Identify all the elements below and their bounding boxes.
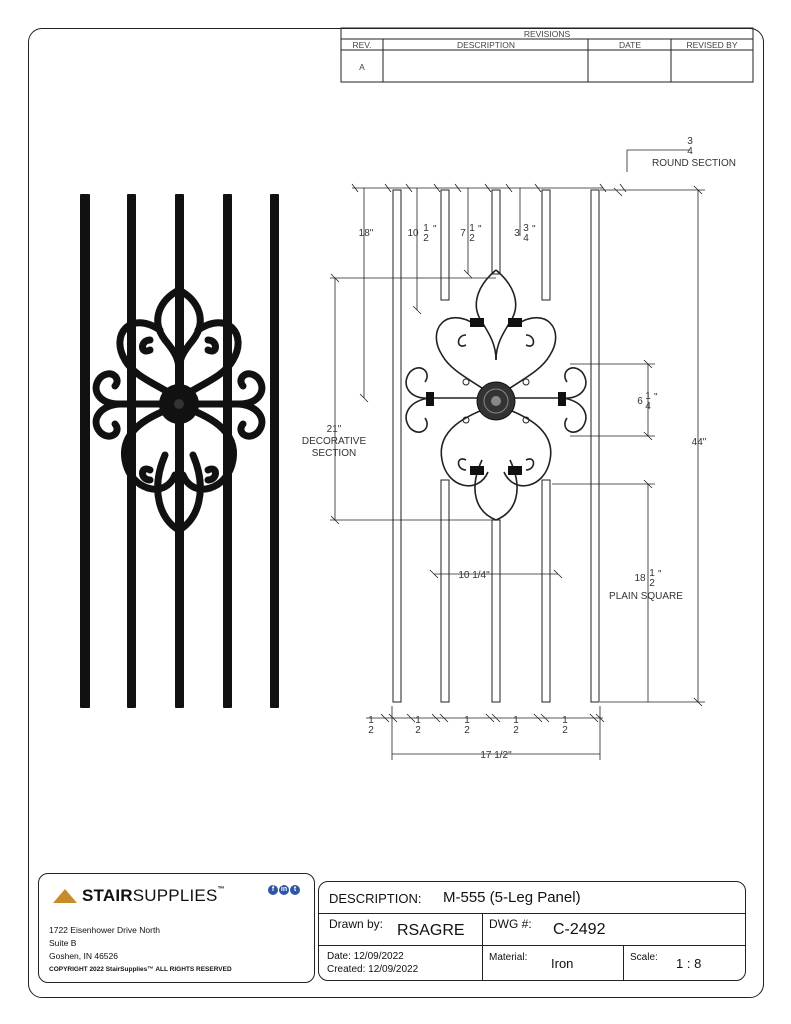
revisions-header-description: DESCRIPTION bbox=[456, 40, 516, 50]
dim-7-half-num: 1 bbox=[469, 223, 475, 234]
company-info-block bbox=[38, 873, 315, 983]
material-row bbox=[319, 946, 745, 980]
dim-gap5-num: 1 bbox=[562, 715, 568, 726]
material-cell bbox=[483, 946, 624, 980]
dwg-label: DWG #: bbox=[489, 917, 532, 931]
revisions-header-rev: REV. bbox=[352, 40, 372, 50]
address-line: Suite B bbox=[49, 938, 77, 948]
twitter-icon[interactable]: t bbox=[290, 885, 300, 895]
revisions-title: REVISIONS bbox=[523, 29, 571, 39]
dim-3-three-quarter-whole: 3 bbox=[514, 228, 520, 239]
dim-decorative-label: DECORATIVE bbox=[301, 436, 367, 447]
description-row bbox=[319, 882, 745, 914]
dim-gap5-den: 2 bbox=[562, 725, 568, 736]
dim-gap4-num: 1 bbox=[513, 715, 519, 726]
dim-10-half-den: 2 bbox=[423, 233, 429, 244]
dim-gap4-den: 2 bbox=[513, 725, 519, 736]
dim-round-frac-num: 3 bbox=[687, 136, 693, 147]
address-line: 1722 Eisenhower Drive North bbox=[49, 925, 161, 935]
dim-gap2-num: 1 bbox=[415, 715, 421, 726]
dim-6-quarter-inch: " bbox=[654, 392, 658, 403]
dim-18-half-whole: 18 bbox=[634, 573, 646, 584]
dim-18-half-num: 1 bbox=[649, 568, 655, 579]
date-cell bbox=[319, 946, 483, 980]
dim-18-half-den: 2 bbox=[649, 578, 655, 589]
company-address bbox=[49, 924, 160, 963]
drawn-by-row bbox=[319, 913, 745, 946]
dim-18: 18" bbox=[358, 228, 374, 239]
dim-gap3-num: 1 bbox=[464, 715, 470, 726]
drawn-by-cell bbox=[319, 913, 483, 945]
scale-cell bbox=[624, 946, 745, 980]
dim-6-quarter-den: 4 bbox=[645, 401, 651, 412]
material-value: Iron bbox=[551, 956, 574, 971]
dim-gap2-den: 2 bbox=[415, 725, 421, 736]
stair-logo-icon bbox=[53, 889, 77, 903]
dim-gap1-den: 2 bbox=[368, 725, 374, 736]
drawn-by-label: Drawn by: bbox=[329, 917, 384, 931]
material-label: Material: bbox=[489, 952, 528, 963]
dim-gap3-den: 2 bbox=[464, 725, 470, 736]
panel-technical-drawing bbox=[393, 190, 599, 702]
revisions-row-rev: A bbox=[359, 62, 365, 72]
dwg-cell bbox=[483, 913, 745, 945]
dim-plain-square-label: PLAIN SQUARE bbox=[609, 591, 683, 602]
scale-label: Scale: bbox=[630, 952, 658, 963]
dim-10-half-num: 1 bbox=[423, 223, 429, 234]
dim-6-quarter-num: 1 bbox=[645, 391, 651, 402]
dim-21: 21" bbox=[326, 424, 342, 435]
revisions-header-revised-by: REVISED BY bbox=[686, 40, 738, 50]
linkedin-icon[interactable]: in bbox=[280, 886, 288, 893]
dim-10-half-whole: 10 bbox=[407, 228, 419, 239]
description-label: DESCRIPTION: bbox=[329, 891, 422, 906]
logo-wordmark: STAIRSUPPLIES™ bbox=[82, 886, 225, 905]
scale-value: 1 : 8 bbox=[676, 956, 702, 971]
created-line: Created: 12/09/2022 bbox=[327, 964, 419, 975]
dim-10-quarter: 10 1/4" bbox=[458, 570, 490, 581]
dim-7-half-inch: " bbox=[478, 224, 482, 235]
facebook-icon[interactable]: f bbox=[268, 885, 278, 895]
dim-3-three-quarter-inch: " bbox=[532, 224, 536, 235]
dim-7-half-den: 2 bbox=[469, 233, 475, 244]
address-line: Goshen, IN 46526 bbox=[49, 951, 118, 961]
dim-3-three-quarter-den: 4 bbox=[523, 233, 529, 244]
drawing-info-block bbox=[318, 881, 746, 981]
dim-18-half-inch: " bbox=[658, 569, 662, 580]
dim-gap1-num: 1 bbox=[368, 715, 374, 726]
panel-render-image bbox=[80, 194, 279, 708]
dimension-lines bbox=[330, 150, 705, 760]
dim-44: 44" bbox=[691, 437, 707, 448]
date-line: Date: 12/09/2022 bbox=[327, 951, 404, 962]
dim-6-quarter-whole: 6 bbox=[637, 396, 643, 407]
stairsupplies-logo bbox=[53, 886, 225, 906]
dim-17-half: 17 1/2" bbox=[480, 750, 512, 761]
social-icons bbox=[268, 885, 300, 895]
dim-10-half-inch: " bbox=[433, 224, 437, 235]
dim-3-three-quarter-num: 3 bbox=[523, 223, 529, 234]
dim-round-section-label: ROUND SECTION bbox=[652, 158, 736, 169]
copyright-notice: COPYRIGHT 2022 StairSupplies™ ALL RIGHTS RESERVED bbox=[49, 966, 232, 973]
dim-round-frac-den: 4 bbox=[687, 146, 693, 157]
dim-7-half-whole: 7 bbox=[460, 228, 466, 239]
revisions-header-date: DATE bbox=[618, 40, 642, 50]
description-value: M-555 (5-Leg Panel) bbox=[443, 889, 581, 906]
drawn-by-value: RSAGRE bbox=[397, 922, 465, 939]
dim-section-label: SECTION bbox=[311, 448, 357, 459]
dwg-value: C-2492 bbox=[553, 921, 606, 938]
